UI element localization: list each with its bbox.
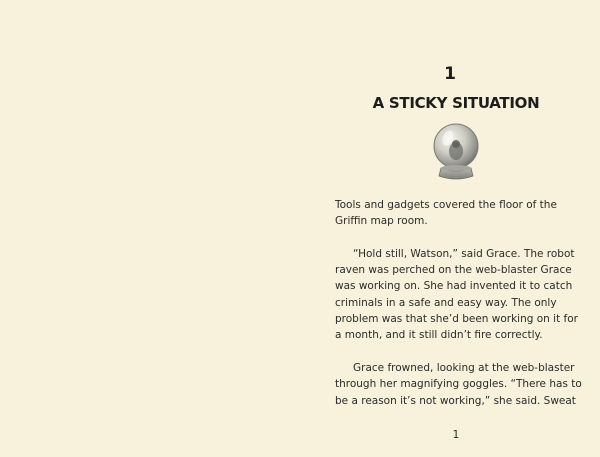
chapter-body-text (335, 197, 582, 409)
text-line: Tools and gadgets covered the floor of the (335, 199, 557, 211)
text-line: Griffin map room. (335, 215, 428, 228)
text-line: problem was that she’d been working on it for (335, 313, 578, 326)
text-line: through her magnifying goggles. “There has to (335, 378, 582, 391)
text-line: “Hold still, Watson,” said Grace. The robot (353, 247, 575, 260)
text-line: be a reason it’s not working,” she said. Sweat (335, 394, 576, 407)
right-page (300, 0, 600, 457)
text-line: a month, and it still didn’t fire correctly. (335, 329, 543, 342)
paragraph-1 (335, 197, 565, 230)
text-line: raven was perched on the web-blaster Grace (335, 264, 572, 277)
paragraph-3 (335, 360, 582, 409)
chapter-title: A STICKY SITUATION (372, 94, 540, 112)
crystal-ball-icon (431, 122, 481, 184)
chapter-number: 1 (444, 64, 456, 84)
paragraph-2 (335, 246, 578, 344)
text-line: criminals in a safe and easy way. The only (335, 296, 557, 309)
text-line: Grace frowned, looking at the web-blaster (353, 361, 575, 374)
text-line: was working on. She had invented it to catch (335, 280, 573, 293)
page-number: 1 (452, 429, 460, 441)
